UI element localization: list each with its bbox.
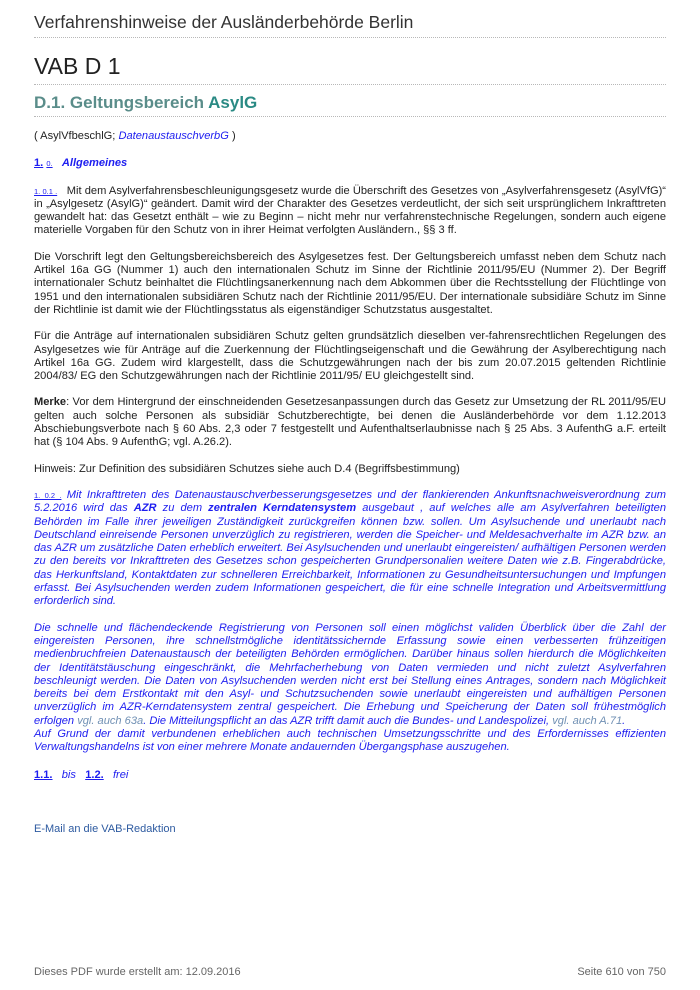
anchor-1[interactable]: 1.	[34, 157, 44, 170]
refs-close: )	[228, 130, 236, 142]
paragraph-0-1-text: Mit dem Asylverfahrensbeschleunigungsgesetz wurde die Überschrift des Gesetzes von „Asylverfahrensgesetz (AsylVfG)“ in „Asylgesetz (AsylG)“ geändert. Damit wird der Charakter des Gesetzes verdeutlicht, der sich seit ursprünglichem Inkrafttreten gewandelt hat: das Gesetzt enthält – wie zu Beginn – nicht mehr nur verfahrenstechnische Regelungen, sondern auch eigene materielle Vorgaben für den Schutz von in ihrer Heimat verfolgten Ausländern., §§ 3 ff.	[34, 184, 667, 237]
p6-t1: Mit Inkrafttreten des Datenaustauschverbesserungsgesetzes und der flankierenden Ankunftsnachweisverordnung zum 5.2.2016 wird das	[34, 488, 666, 515]
anchor-0-1[interactable]: 1. 0.1 .	[34, 186, 58, 196]
allgemeines-title: Allgemeines	[61, 157, 128, 170]
p7-t1: Die schnelle und flächendeckende Registrierung von Personen soll einen möglichst validen Überblick über die Zahl der eingereisten Personen, ihre schnellstmögliche identitätssichernde Erfassung sowie einen verbesserten frühzeitigen medienbruchfreien Datenaustausch der beteiligten Behörden ermöglichen. Darüber hinaus sollen hierdurch die Möglichkeiten der Identitätstäuschung eingeschränkt, die Mehrfacherhebung von Daten vermieden und nicht zuletzt Asylverfahren beschleunigt werden. Die Daten von Asylsuchenden werden nicht erst bei Stellung eines Antrages, sondern nach Möglichkeit bereits bei dem Erstkontakt mit den Asyl- und Schutzsuchenden sowie unerlaubt eingereisten und aufhältigen Personen unverzüglich im AZR-Kerndatensystem zentral gespeichert. Die Erhebung und Speicherung der Daten soll frühestmöglich erfolgen	[34, 621, 666, 727]
refs-open: ( AsylVfbeschlG;	[34, 130, 119, 142]
anchor-0[interactable]: 0.	[46, 159, 53, 169]
merke-text: : Vor dem Hintergrund der einschneidenden Gesetzesanpassungen durch das Gesetz zur Umsetzung der RL 2011/95/EU gelten auch solche Personen als subsidiär Schutzberechtigte, bei denen die Ausländerbehörde vor dem 1.12.2013 Abschiebungsverbote nach § 60 Abs. 2,3 oder 7 festgestellt und Aufenthaltserlaubnisse nach § 25 Abs. 3 AufenthG a.F. erteilt hat (§ 104 Abs. 9 AufenthG; vgl. A.26.2).	[34, 396, 666, 449]
paragraph-registration	[34, 622, 666, 755]
section-heading-highlight: AsylG	[208, 93, 258, 112]
email-editorial-link[interactable]: E-Mail an die VAB-Redaktion	[34, 823, 176, 835]
p7-t4: Auf Grund der damit verbundenen erheblichen auch technischen Umsetzungsschritte und des Erfordernisses effizienten Verwaltungshandelns ist von einer mehrere Monate andauernden Übergangsphase auszugehen.	[34, 727, 666, 754]
p6-kerndatensystem: zentralen Kerndatensystem	[208, 502, 357, 515]
p8-frei: frei	[112, 768, 129, 781]
law-references	[34, 130, 666, 143]
anchor-0-2[interactable]: 1. 0.2 .	[34, 490, 62, 500]
title-divider	[34, 84, 666, 85]
page-header-title: Verfahrenshinweise der Ausländerbehörde Berlin	[34, 12, 414, 32]
section-heading-prefix: D.1. Geltungsbereich	[34, 93, 209, 112]
p6-t3: ausgebaut , auf welches alle am Asylverfahren beteiligten Behörden im Falle ihrer jeweiligen Zuständigkeit zurückgreifen können bzw. sollen. Um Asylsuchende und unerlaubt nach Deutschland einreisende Personen unverzüglich zu registrieren, werden die Speicher- und Meldesachverhalte im AZR bzw. an das AZR um zusätzliche Daten erheblich erweitert. Bei Asylsuchenden und unerlaubt eingereisten/ aufhältigen Personen werden zu den bereits vor Inkrafttreten des Gesetzes schon gespeicherten Grundpersonalien weitere Daten wie z.B. Fingerabdrücke, das Herkunftsland, Kontaktdaten zur schnelleren Erreichbarkeit, Informationen zu Gesundheitsuntersuchungen und Impfungen erfasst. Bei Asylsuchenden werden zudem Informationen gespeichert, die für eine schnelle Integration und Arbeitsvermittlung erforderlich sind.	[34, 502, 667, 608]
p7-t3: .	[622, 714, 626, 727]
paragraph-subsidiary: Für die Anträge auf internationalen subsidiären Schutz gelten grundsätzlich dieselben ver-fahrensrechtlichen Regelungen des Asylgesetzes wie für Anträge auf die Zuerkennung der Flüchtlingseigenschaft und die Gewährung der Asylberechtigung nach Artikel 16a GG. Zudem wird klargestellt, dass die Schutzgewährungen nach der bis zum 20.07.2015 geltenden Richtlinie 2004/83/ EG den Schutzgewährungen nach der Richtlinie 2011/95/ EU gleichgestellt sind.	[34, 330, 666, 383]
document-id: VAB D 1	[34, 53, 121, 79]
paragraph-frei	[34, 769, 666, 782]
anchor-1-2[interactable]: 1.2.	[85, 768, 104, 781]
paragraph-hinweis: Hinweis: Zur Definition des subsidiären Schutzes siehe auch D.4 (Begriffsbestimmung)	[34, 462, 460, 475]
p8-bis: bis	[61, 768, 76, 781]
paragraph-0-2	[34, 489, 666, 609]
p6-azr: AZR	[133, 502, 157, 515]
link-datenaustauschverbg[interactable]: DatenaustauschverbG	[118, 130, 229, 142]
paragraph-merke	[34, 396, 666, 449]
paragraph-scope: Die Vorschrift legt den Geltungsbereichsbereich des Asylgesetzes fest. Der Geltungsbereich umfasst neben dem Schutz nach Artikel 16a GG (Nummer 1) auch den internationalen Schutz im Sinne der Richtlinie 2011/95/EU (Nummer 2). Der Begriff internationaler Schutz beinhaltet die Flüchtlingsanerkennung nach dem Abkommen über die Rechtsstellung der Flüchtlinge von 1951 und den internationalen subsidiären Schutz nach der Richtlinie 2011/95/EU. Der internationale subsidiäre Schutz im Sinne der Richtlinie ist damit wie der Flüchtlingsstatus als eigenständiger Schutzstatus ausgestaltet.	[34, 250, 666, 316]
document-body	[34, 130, 666, 782]
link-vgl-63a[interactable]: vgl. auch 63a	[77, 714, 144, 727]
p6-t2: zu dem	[156, 502, 209, 515]
subheading-allgemeines	[34, 157, 666, 170]
link-vgl-a71[interactable]: vgl. auch A.71	[552, 714, 623, 727]
section-divider	[34, 116, 666, 117]
paragraph-0-1	[34, 185, 666, 238]
merke-label: Merke	[34, 396, 67, 409]
page-number: Seite 610 von 750	[577, 966, 666, 978]
section-heading	[34, 93, 257, 113]
header-divider	[34, 37, 666, 38]
pdf-created-date: Dieses PDF wurde erstellt am: 12.09.2016	[34, 966, 241, 978]
anchor-1-1[interactable]: 1.1.	[34, 768, 53, 781]
p7-t2: . Die Mitteilungspflicht an das AZR trifft damit auch die Bundes- und Landespolizei,	[143, 714, 553, 727]
